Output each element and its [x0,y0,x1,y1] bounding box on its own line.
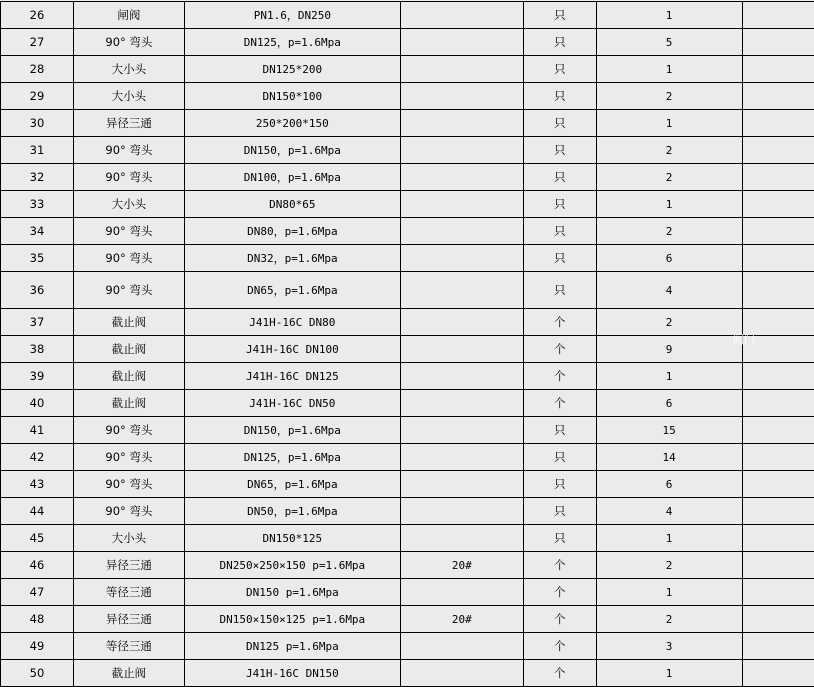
material-cell[interactable] [400,390,523,417]
spec-cell[interactable]: J41H-16C DN80 [184,309,400,336]
quantity-cell[interactable]: 6 [596,471,742,498]
item-name-cell[interactable]: 大小头 [73,83,184,110]
note-cell[interactable] [742,525,814,552]
note-cell[interactable] [742,363,814,390]
unit-cell[interactable]: 只 [523,218,596,245]
spec-cell[interactable]: DN150，p=1.6Mpa [184,417,400,444]
table-row [1,164,814,191]
table-row [1,191,814,218]
material-cell[interactable] [400,444,523,471]
spec-cell[interactable]: DN65，p=1.6Mpa [184,471,400,498]
note-cell[interactable] [742,633,814,660]
material-cell[interactable] [400,56,523,83]
quantity-cell[interactable]: 1 [596,110,742,137]
table-row [1,29,814,56]
unit-cell[interactable]: 只 [523,471,596,498]
quantity-cell[interactable]: 6 [596,245,742,272]
item-name-cell[interactable]: 大小头 [73,191,184,218]
note-cell[interactable] [742,164,814,191]
unit-cell[interactable]: 只 [523,137,596,164]
side-note: 阀门 [733,331,755,347]
table-row [1,498,814,525]
material-cell[interactable] [400,137,523,164]
row-number-cell[interactable]: 47 [1,579,74,606]
quantity-cell[interactable]: 1 [596,363,742,390]
spec-cell[interactable]: J41H-16C DN50 [184,390,400,417]
table-row [1,110,814,137]
quantity-cell[interactable]: 2 [596,606,742,633]
row-number-cell[interactable]: 34 [1,218,74,245]
material-cell[interactable] [400,633,523,660]
unit-cell[interactable]: 只 [523,245,596,272]
material-cell[interactable] [400,579,523,606]
spec-cell[interactable]: DN150，p=1.6Mpa [184,137,400,164]
item-name-cell[interactable]: 异径三通 [73,552,184,579]
material-cell[interactable] [400,471,523,498]
row-number-cell[interactable]: 38 [1,336,74,363]
material-cell[interactable] [400,2,523,29]
note-cell[interactable] [742,552,814,579]
row-number-cell[interactable]: 29 [1,83,74,110]
spec-cell[interactable]: DN250×250×150 p=1.6Mpa [184,552,400,579]
note-cell[interactable] [742,390,814,417]
row-number-cell[interactable]: 48 [1,606,74,633]
spec-cell[interactable]: DN125*200 [184,56,400,83]
row-number-cell[interactable]: 33 [1,191,74,218]
table-row [1,83,814,110]
spec-cell[interactable]: 250*200*150 [184,110,400,137]
unit-cell[interactable]: 个 [523,336,596,363]
materials-table [0,1,814,687]
row-number-cell[interactable]: 43 [1,471,74,498]
item-name-cell[interactable]: 90° 弯头 [73,218,184,245]
quantity-cell[interactable]: 1 [596,579,742,606]
row-number-cell[interactable]: 26 [1,2,74,29]
item-name-cell[interactable]: 截止阀 [73,390,184,417]
note-cell[interactable] [742,579,814,606]
spec-cell[interactable]: J41H-16C DN100 [184,336,400,363]
table-row [1,2,814,29]
row-number-cell[interactable]: 41 [1,417,74,444]
quantity-cell[interactable]: 2 [596,552,742,579]
item-name-cell[interactable]: 90° 弯头 [73,29,184,56]
row-number-cell[interactable]: 36 [1,272,74,309]
spec-cell[interactable]: DN150*125 [184,525,400,552]
row-number-cell[interactable]: 46 [1,552,74,579]
spec-cell[interactable]: DN100，p=1.6Mpa [184,164,400,191]
spec-cell[interactable]: DN150×150×125 p=1.6Mpa [184,606,400,633]
quantity-cell[interactable]: 1 [596,2,742,29]
item-name-cell[interactable]: 90° 弯头 [73,245,184,272]
quantity-cell[interactable]: 14 [596,444,742,471]
table-row [1,137,814,164]
item-name-cell[interactable]: 90° 弯头 [73,444,184,471]
note-cell[interactable] [742,29,814,56]
item-name-cell[interactable]: 90° 弯头 [73,471,184,498]
spec-cell[interactable]: DN80*65 [184,191,400,218]
unit-cell[interactable]: 个 [523,552,596,579]
quantity-cell[interactable]: 15 [596,417,742,444]
spec-cell[interactable]: DN125，p=1.6Mpa [184,29,400,56]
row-number-cell[interactable]: 37 [1,309,74,336]
table-row [1,336,814,363]
row-number-cell[interactable]: 50 [1,660,74,687]
material-cell[interactable] [400,498,523,525]
table-row [1,444,814,471]
unit-cell[interactable]: 个 [523,606,596,633]
material-cell[interactable] [400,309,523,336]
material-cell[interactable] [400,272,523,309]
spec-cell[interactable]: DN125 p=1.6Mpa [184,633,400,660]
quantity-cell[interactable]: 9 [596,336,742,363]
quantity-cell[interactable]: 2 [596,137,742,164]
table-row [1,525,814,552]
item-name-cell[interactable]: 90° 弯头 [73,498,184,525]
item-name-cell[interactable]: 截止阀 [73,336,184,363]
quantity-cell[interactable]: 4 [596,498,742,525]
quantity-cell[interactable]: 2 [596,83,742,110]
unit-cell[interactable]: 个 [523,390,596,417]
quantity-cell[interactable]: 1 [596,525,742,552]
row-number-cell[interactable]: 49 [1,633,74,660]
row-number-cell[interactable]: 39 [1,363,74,390]
item-name-cell[interactable]: 截止阀 [73,660,184,687]
material-cell[interactable] [400,110,523,137]
material-cell[interactable] [400,525,523,552]
spec-cell[interactable]: DN32，p=1.6Mpa [184,245,400,272]
item-name-cell[interactable]: 90° 弯头 [73,164,184,191]
unit-cell[interactable]: 只 [523,417,596,444]
material-cell[interactable] [400,417,523,444]
item-name-cell[interactable]: 大小头 [73,525,184,552]
item-name-cell[interactable]: 闸阀 [73,2,184,29]
table-row [1,245,814,272]
note-cell[interactable] [742,83,814,110]
table-row [1,218,814,245]
material-cell[interactable] [400,83,523,110]
material-cell[interactable] [400,164,523,191]
row-number-cell[interactable]: 35 [1,245,74,272]
item-name-cell[interactable]: 90° 弯头 [73,417,184,444]
item-name-cell[interactable]: 等径三通 [73,633,184,660]
row-number-cell[interactable]: 45 [1,525,74,552]
unit-cell[interactable]: 个 [523,660,596,687]
quantity-cell[interactable]: 4 [596,272,742,309]
quantity-cell[interactable]: 2 [596,164,742,191]
item-name-cell[interactable]: 90° 弯头 [73,137,184,164]
note-cell[interactable] [742,660,814,687]
unit-cell[interactable]: 只 [523,444,596,471]
spec-cell[interactable]: DN65，p=1.6Mpa [184,272,400,309]
table-row [1,660,814,687]
unit-cell[interactable]: 个 [523,633,596,660]
spec-cell[interactable]: J41H-16C DN150 [184,660,400,687]
spec-cell[interactable]: DN80，p=1.6Mpa [184,218,400,245]
unit-cell[interactable]: 个 [523,363,596,390]
note-cell[interactable] [742,56,814,83]
unit-cell[interactable]: 只 [523,498,596,525]
item-name-cell[interactable]: 截止阀 [73,309,184,336]
note-cell[interactable] [742,606,814,633]
item-name-cell[interactable]: 等径三通 [73,579,184,606]
unit-cell[interactable]: 个 [523,579,596,606]
table-row [1,606,814,633]
table-row [1,309,814,336]
row-number-cell[interactable]: 44 [1,498,74,525]
row-number-cell[interactable]: 40 [1,390,74,417]
note-cell[interactable] [742,137,814,164]
table-row [1,579,814,606]
unit-cell[interactable]: 只 [523,525,596,552]
item-name-cell[interactable]: 90° 弯头 [73,272,184,309]
note-cell[interactable] [742,191,814,218]
table-row [1,56,814,83]
row-number-cell[interactable]: 32 [1,164,74,191]
note-cell[interactable] [742,245,814,272]
note-cell[interactable] [742,444,814,471]
material-cell[interactable] [400,660,523,687]
material-cell[interactable] [400,363,523,390]
unit-cell[interactable]: 只 [523,191,596,218]
row-number-cell[interactable]: 42 [1,444,74,471]
item-name-cell[interactable]: 异径三通 [73,606,184,633]
table-row [1,633,814,660]
unit-cell[interactable]: 只 [523,29,596,56]
spec-cell[interactable]: PN1.6，DN250 [184,2,400,29]
note-cell[interactable] [742,2,814,29]
row-number-cell[interactable]: 30 [1,110,74,137]
item-name-cell[interactable]: 异径三通 [73,110,184,137]
material-cell[interactable]: 20# [400,552,523,579]
table-row [1,390,814,417]
table-row [1,272,814,309]
row-number-cell[interactable]: 28 [1,56,74,83]
item-name-cell[interactable]: 大小头 [73,56,184,83]
unit-cell[interactable]: 个 [523,309,596,336]
spec-cell[interactable]: DN125，p=1.6Mpa [184,444,400,471]
quantity-cell[interactable]: 5 [596,29,742,56]
note-cell[interactable] [742,471,814,498]
unit-cell[interactable]: 只 [523,2,596,29]
row-number-cell[interactable]: 27 [1,29,74,56]
table-row [1,471,814,498]
quantity-cell[interactable]: 6 [596,390,742,417]
note-cell[interactable] [742,417,814,444]
quantity-cell[interactable]: 1 [596,56,742,83]
spec-cell[interactable]: DN50，p=1.6Mpa [184,498,400,525]
row-number-cell[interactable]: 31 [1,137,74,164]
spec-cell[interactable]: DN150 p=1.6Mpa [184,579,400,606]
material-cell[interactable]: 20# [400,606,523,633]
unit-cell[interactable]: 只 [523,83,596,110]
note-cell[interactable] [742,272,814,309]
material-cell[interactable] [400,29,523,56]
quantity-cell[interactable]: 1 [596,660,742,687]
quantity-cell[interactable]: 1 [596,191,742,218]
material-cell[interactable] [400,336,523,363]
quantity-cell[interactable]: 2 [596,218,742,245]
material-cell[interactable] [400,191,523,218]
quantity-cell[interactable]: 2 [596,309,742,336]
spec-cell[interactable]: DN150*100 [184,83,400,110]
unit-cell[interactable]: 只 [523,110,596,137]
quantity-cell[interactable]: 3 [596,633,742,660]
table-row [1,363,814,390]
unit-cell[interactable]: 只 [523,164,596,191]
item-name-cell[interactable]: 截止阀 [73,363,184,390]
material-cell[interactable] [400,218,523,245]
note-cell[interactable] [742,218,814,245]
note-cell[interactable] [742,110,814,137]
material-cell[interactable] [400,245,523,272]
table-row [1,552,814,579]
unit-cell[interactable]: 只 [523,56,596,83]
unit-cell[interactable]: 只 [523,272,596,309]
table-row [1,417,814,444]
note-cell[interactable] [742,498,814,525]
spec-cell[interactable]: J41H-16C DN125 [184,363,400,390]
